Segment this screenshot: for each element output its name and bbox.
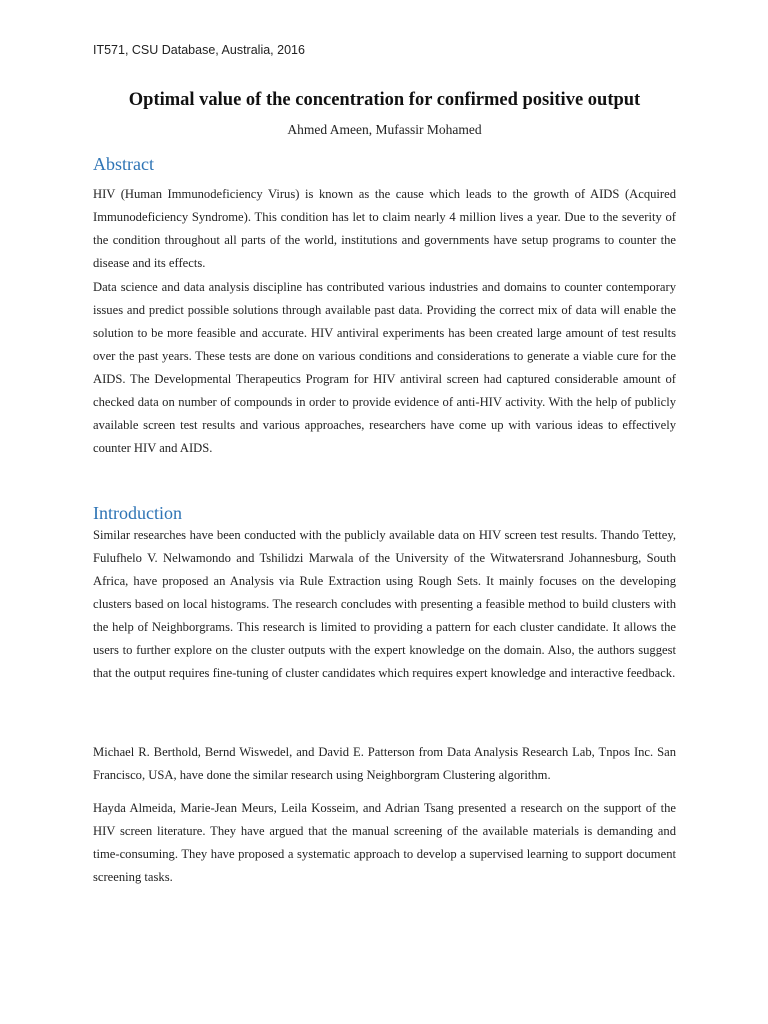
running-head: IT571, CSU Database, Australia, 2016 — [93, 43, 305, 57]
paper-authors: Ahmed Ameen, Mufassir Mohamed — [287, 122, 482, 137]
abstract-heading: Abstract — [93, 154, 154, 174]
abstract-paragraph-2: Data science and data analysis discipline has contributed various industries and domains to counter contemporary issues and predict possible solutions through available past data. Providing the correct mix of data will enable the solution to be more feasible and accurate. HIV antiviral experiments has been created large amount of test results over the past years. These tests are done on various conditions and considerations to generate a viable cure for the AIDS. The Developmental Therapeutics Program for HIV antiviral screen had captured considerable amount of checked data on number of compounds in order to provide evidence of anti-HIV activity. With the help of publicly available screen test results and various approaches, researchers have come up with various ideas to effectively counter HIV and AIDS. — [93, 280, 676, 455]
abstract-paragraph-1: HIV (Human Immunodeficiency Virus) is known as the cause which leads to the growth of AIDS (Acquired Immunodeficiency Syndrome). This condition has let to claim nearly 4 million lives a year. Due to the severity of the condition throughout all parts of the world, institutions and governments have setup programs to counter the disease and its effects. — [93, 187, 676, 270]
paper-title: Optimal value of the concentration for confirmed positive output — [128, 90, 641, 110]
introduction-paragraph-3: Hayda Almeida, Marie-Jean Meurs, Leila Kosseim, and Adrian Tsang presented a research on the support of the HIV screen literature. They have argued that the manual screening of the available materials is demanding and time-consuming. They have proposed a systematic approach to develop a supervised learning to support document screening tasks. — [93, 801, 676, 884]
introduction-paragraph-1: Similar researches have been conducted with the publicly available data on HIV screen test results. Thando Tettey, Fulufhelo V. Nelwamondo and Tshilidzi Marwala of the University of the Witwatersrand Johannesburg, South Africa, have proposed an Analysis via Rule Extraction using Rough Sets. It mainly focuses on the developing clusters based on local histograms. The research concludes with presenting a feasible method to build clusters with the help of Neighborgrams. This research is limited to providing a pattern for each cluster candidate. It allows the users to further explore on the cluster outputs with the expert knowledge on the domain. Also, the authors suggest that the output requires fine-tuning of cluster candidates which requires expert knowledge and interactive feedback. — [93, 528, 676, 680]
introduction-paragraph-2: Michael R. Berthold, Bernd Wiswedel, and David E. Patterson from Data Analysis Research Lab, Tnpos Inc. San Francisco, USA, have done the similar research using Neighborgram Clustering algorithm. — [93, 745, 676, 782]
introduction-heading: Introduction — [93, 503, 182, 523]
